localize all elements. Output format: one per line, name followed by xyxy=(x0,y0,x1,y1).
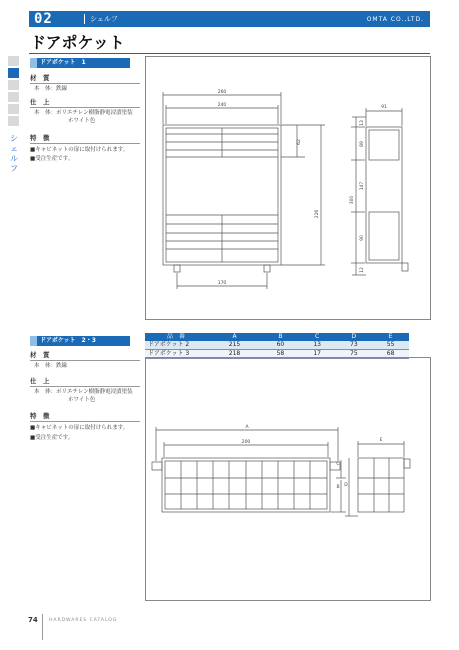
dim-240: 240 xyxy=(217,103,227,108)
dim-91: 91 xyxy=(381,105,387,110)
table-cell: 215 xyxy=(207,341,262,350)
dim-12: 12 xyxy=(360,267,365,273)
product-bar-1: ドアポケット 1 xyxy=(30,58,130,68)
table-cell: 17 xyxy=(299,350,336,359)
dim-c: C xyxy=(336,462,340,467)
company-name: OMTA CO.,LTD. xyxy=(366,16,424,23)
dim-b: B xyxy=(336,485,340,490)
table-cell: 55 xyxy=(372,341,409,350)
dim-226: 226 xyxy=(315,209,320,219)
material-label: 材 質 xyxy=(30,351,50,359)
table-header: C xyxy=(299,333,336,341)
table-header: D xyxy=(336,333,373,341)
finish-text: 本 体：ポリエチレン樹脂静電浸漬塗装 xyxy=(34,389,133,395)
table-cell: ドアポケット 2 xyxy=(145,341,207,350)
dim-62: 62 xyxy=(297,139,302,145)
material-text: 本 体：鉄線 xyxy=(34,86,68,92)
material-text: 本 体：鉄線 xyxy=(34,363,68,369)
feature-text: ■受注生産です。 xyxy=(30,435,74,441)
table-header: A xyxy=(207,333,262,341)
feature-text: ■キャビネットの扉に取付けられます。 xyxy=(30,425,129,431)
table-header: B xyxy=(262,333,299,341)
section-name: シェルフ xyxy=(90,15,118,23)
feature-text: ■キャビネットの扉に取付けられます。 xyxy=(30,147,129,153)
dim-89: 89 xyxy=(360,141,365,147)
dim-300: 300 xyxy=(350,195,355,205)
catalog-name: HARDWARES CATALOG xyxy=(49,618,118,623)
dim-147: 147 xyxy=(360,181,365,191)
dim-a: A xyxy=(245,425,249,430)
side-section-label: シ ェ ル フ xyxy=(10,134,18,173)
table-cell: 58 xyxy=(262,350,299,359)
table-header: 品 番 xyxy=(145,333,207,341)
table-cell: 60 xyxy=(262,341,299,350)
product-bar-2: ドアポケット 2・3 xyxy=(30,336,130,346)
footer-divider xyxy=(42,614,43,640)
door-pocket-1-front-view xyxy=(163,92,325,289)
feature-text: ■受注生産です。 xyxy=(30,156,74,162)
table-cell: ドアポケット 3 xyxy=(145,350,207,359)
material-label: 材 質 xyxy=(30,74,50,82)
table-cell: 75 xyxy=(336,350,373,359)
page-title: ドアポケット xyxy=(30,33,125,52)
door-pocket-1-side-view xyxy=(351,108,408,275)
dim-200: 200 xyxy=(241,440,251,445)
table-cell: 73 xyxy=(336,341,373,350)
dim-90: 90 xyxy=(360,235,365,241)
dim-e: E xyxy=(379,438,383,443)
dim-d: D xyxy=(344,483,348,488)
page-number: 74 xyxy=(28,616,38,624)
dim-170: 170 xyxy=(217,281,227,286)
finish-text: 本 体：ポリエチレン樹脂静電浸漬塗装 xyxy=(34,110,133,116)
finish-label: 仕 上 xyxy=(30,377,50,385)
section-number: 02 xyxy=(34,11,53,27)
dim-13: 13 xyxy=(360,120,365,126)
door-pocket-2-side-view xyxy=(345,441,410,516)
feature-label: 特 徴 xyxy=(30,412,50,420)
table-cell: 13 xyxy=(299,341,336,350)
feature-label: 特 徴 xyxy=(30,134,50,142)
table-cell: 218 xyxy=(207,350,262,359)
finish-text-color: ホワイト色 xyxy=(68,118,96,124)
table-header: E xyxy=(372,333,409,341)
table-cell: 68 xyxy=(372,350,409,359)
finish-text-color: ホワイト色 xyxy=(68,397,96,403)
finish-label: 仕 上 xyxy=(30,98,50,106)
dim-260: 260 xyxy=(217,90,227,95)
